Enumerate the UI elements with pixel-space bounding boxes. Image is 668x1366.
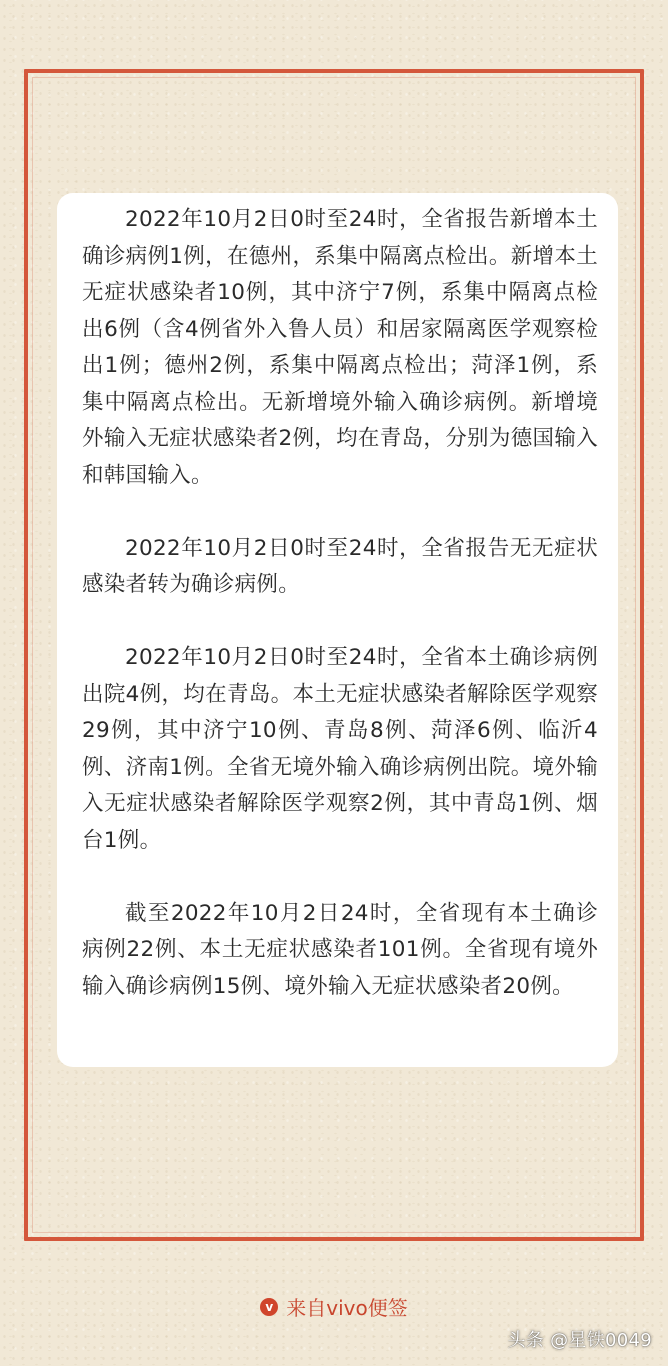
paragraph-conversions: 2022年10月2日0时至24时，全省报告无无症状感染者转为确诊病例。 (82, 535, 598, 597)
watermark: 头条 @星铁0049 (507, 1330, 652, 1351)
paragraph-new-cases: 2022年10月2日0时至24时，全省报告新增本土确诊病例1例，在德州，系集中隔离点检出。新增本土无症状感染者10例，其中济宁7例，系集中隔离点检出6例（含4例省外入鲁人员）和居家隔离医学观察检出1例；德州2例，系集中隔离点检出；菏泽1例，系集中隔离点检出。无新增境外输入确诊病例。新增境外输入无症状感染者2例，均在青岛，分别为德国输入和韩国输入。 (82, 207, 598, 488)
note-card (57, 193, 618, 1067)
source-label: 来自vivo便签 (286, 1296, 408, 1320)
paragraph-discharges: 2022年10月2日0时至24时，全省本土确诊病例出院4例，均在青岛。本土无症状感染者解除医学观察29例，其中济宁10例、青岛8例、菏泽6例、临沂4例、济南1例。全省无境外输入确诊病例出院。境外输入无症状感染者解除医学观察2例，其中青岛1例、烟台1例。 (82, 645, 598, 853)
vivo-logo-icon: v (260, 1298, 278, 1316)
source-footer (0, 1292, 668, 1321)
paragraph-current-totals: 截至2022年10月2日24时，全省现有本土确诊病例22例、本土无症状感染者101例。全省现有境外输入确诊病例15例、境外输入无症状感染者20例。 (82, 900, 598, 999)
